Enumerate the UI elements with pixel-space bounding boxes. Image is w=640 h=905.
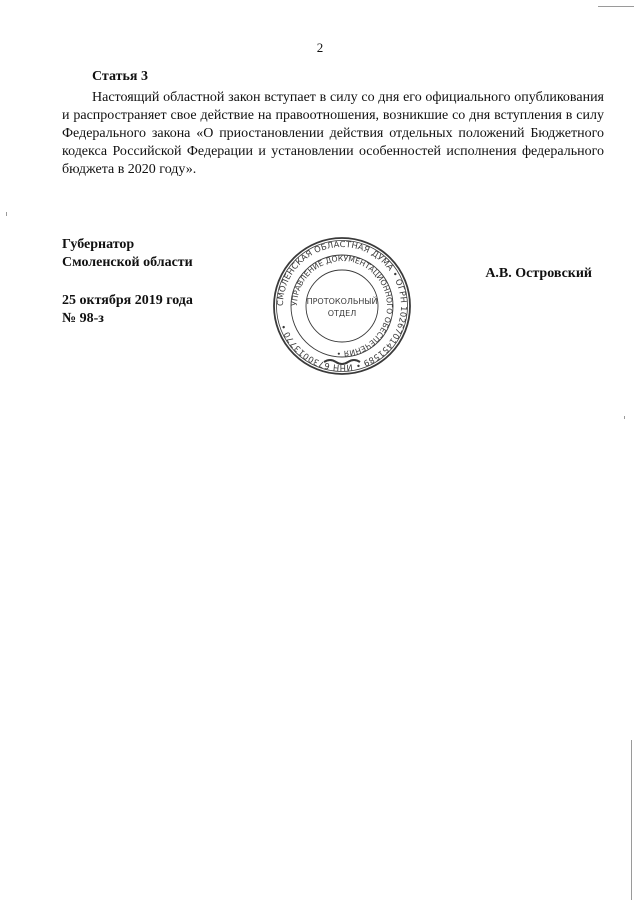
scan-mark (6, 212, 7, 216)
scan-mark (598, 6, 634, 7)
seal-outer-text: СМОЛЕНСКАЯ ОБЛАСТНАЯ ДУМА • ОГРН 1026701451589 • ИНН 6730013770 • (274, 238, 410, 374)
article-title: Статья 3 (92, 69, 148, 84)
signatory-position-line1: Губернатор (62, 237, 135, 252)
seal-image (272, 236, 412, 376)
seal-inner-text: УПРАВЛЕНИЕ ДОКУМЕНТАЦИОННОГО ОБЕСПЕЧЕНИЯ • (289, 253, 395, 359)
law-number: № 98-з (62, 311, 104, 326)
seal-center-line1: ПРОТОКОЛЬНЫЙ (306, 297, 378, 306)
seal-inner-ring (306, 270, 378, 342)
signatory-name: А.В. Островский (485, 266, 592, 281)
article-paragraph: Настоящий областной закон вступает в силу со дня его официального опубликования и распространяет свое действие на правоотношения, возникшие со дня вступления в силу Федерального закона «О приостановлении действия отдельных положений Бюджетного кодекса Российской Федерации и установлении особенностей исполнения федерального бюджета в 2020 году». (62, 90, 604, 177)
article-body (62, 89, 604, 179)
scan-mark (631, 740, 632, 900)
signatory-position-line2: Смоленской области (62, 255, 193, 270)
seal-center-line2: ОТДЕЛ (327, 309, 357, 318)
spacer (62, 272, 193, 292)
page-number: 2 (316, 40, 324, 55)
scan-mark (624, 416, 625, 419)
signature-block (62, 236, 193, 328)
signing-date: 25 октября 2019 года (62, 293, 193, 308)
official-seal (272, 236, 412, 376)
